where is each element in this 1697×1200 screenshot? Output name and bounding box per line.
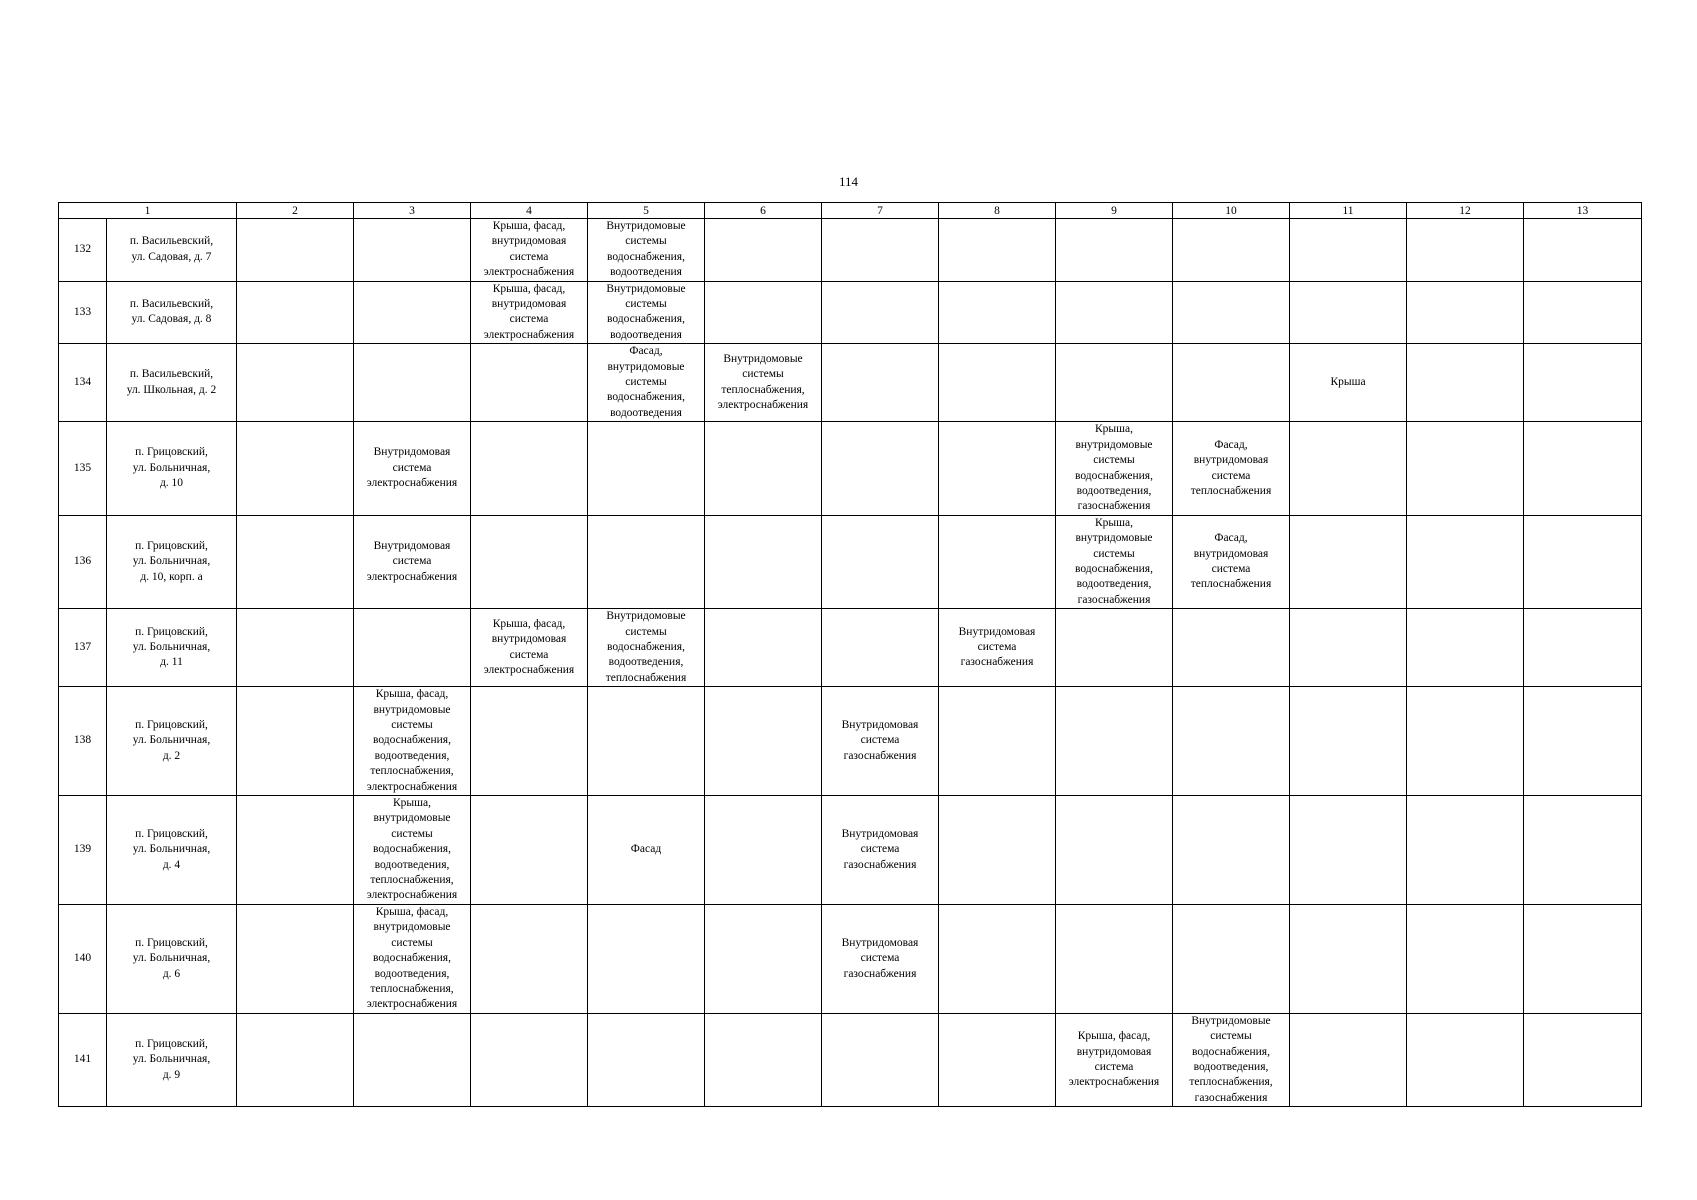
work-cell-col-7 xyxy=(822,344,939,422)
table-row xyxy=(59,219,1642,282)
work-cell-col-8 xyxy=(939,515,1056,608)
work-cell-col-4 xyxy=(471,344,588,422)
work-cell-col-3 xyxy=(354,796,471,905)
work-cell-col-7 xyxy=(822,904,939,1013)
work-cell-col-6 xyxy=(705,515,822,608)
work-type-text: Внутридомовая система газоснабжения xyxy=(841,827,919,871)
work-cell-col-9 xyxy=(1056,281,1173,344)
address-cell xyxy=(107,904,237,1013)
work-cell-col-12 xyxy=(1407,344,1524,422)
work-cell-col-2 xyxy=(237,1013,354,1106)
work-cell-col-2 xyxy=(237,344,354,422)
work-cell-col-8 xyxy=(939,344,1056,422)
work-cell-col-13 xyxy=(1524,1013,1642,1106)
column-header-1: 1 xyxy=(59,203,237,219)
work-cell-col-12 xyxy=(1407,796,1524,905)
work-cell-col-12 xyxy=(1407,219,1524,282)
work-cell-col-8 xyxy=(939,281,1056,344)
work-cell-col-2 xyxy=(237,219,354,282)
work-cell-col-11 xyxy=(1290,515,1407,608)
work-cell-col-6 xyxy=(705,281,822,344)
column-header-10: 10 xyxy=(1173,203,1290,219)
address-text: п. Грицовский, ул. Больничная, д. 2 xyxy=(132,719,211,762)
work-cell-col-5 xyxy=(588,422,705,515)
address-text: п. Грицовский, ул. Больничная, д. 4 xyxy=(132,827,211,871)
work-type-text: Фасад, внутридомовые системы водоснабжения, водоотведения xyxy=(607,345,685,419)
work-type-text: Крыша, фасад, внутридомовые системы водоснабжения, водоотведения, теплоснабжения, электроснабжения xyxy=(366,688,458,793)
work-cell-col-13 xyxy=(1524,422,1642,515)
work-cell-col-5 xyxy=(588,219,705,282)
column-header-8: 8 xyxy=(939,203,1056,219)
work-cell-col-11 xyxy=(1290,344,1407,422)
work-type-text: Фасад, внутридомовая система теплоснабжения xyxy=(1190,438,1272,497)
work-cell-col-5 xyxy=(588,796,705,905)
column-header-11: 11 xyxy=(1290,203,1407,219)
row-number: 140 xyxy=(59,904,107,1013)
work-type-text: Внутридомовые системы водоснабжения, водоотведения, теплоснабжения xyxy=(605,610,687,684)
work-type-text: Крыша xyxy=(1330,376,1366,389)
work-type-text: Внутридомовые системы водоснабжения, водоотведения xyxy=(606,282,686,341)
work-cell-col-2 xyxy=(237,515,354,608)
work-cell-col-3 xyxy=(354,422,471,515)
work-cell-col-8 xyxy=(939,609,1056,687)
row-number: 132 xyxy=(59,219,107,282)
work-cell-col-9 xyxy=(1056,904,1173,1013)
work-cell-col-4 xyxy=(471,687,588,796)
work-type-text: Крыша, фасад, внутридомовая система электроснабжения xyxy=(483,282,575,341)
work-cell-col-6 xyxy=(705,422,822,515)
work-cell-col-5 xyxy=(588,609,705,687)
work-cell-col-10 xyxy=(1173,515,1290,608)
row-number: 141 xyxy=(59,1013,107,1106)
table-row xyxy=(59,515,1642,608)
work-cell-col-8 xyxy=(939,796,1056,905)
capital-repair-schedule-table xyxy=(58,202,1642,1107)
table-row xyxy=(59,422,1642,515)
column-header-4: 4 xyxy=(471,203,588,219)
work-type-text: Фасад xyxy=(630,843,662,856)
work-cell-col-13 xyxy=(1524,904,1642,1013)
work-cell-col-2 xyxy=(237,281,354,344)
work-cell-col-6 xyxy=(705,1013,822,1106)
work-type-text: Крыша, внутридомовые системы водоснабжения, водоотведения, газоснабжения xyxy=(1075,516,1153,606)
work-cell-col-3 xyxy=(354,1013,471,1106)
address-text: п. Грицовский, ул. Больничная, д. 6 xyxy=(132,936,211,980)
work-cell-col-2 xyxy=(237,609,354,687)
work-cell-col-11 xyxy=(1290,1013,1407,1106)
work-cell-col-9 xyxy=(1056,422,1173,515)
work-cell-col-2 xyxy=(237,687,354,796)
work-cell-col-7 xyxy=(822,687,939,796)
work-cell-col-11 xyxy=(1290,219,1407,282)
work-cell-col-8 xyxy=(939,904,1056,1013)
work-cell-col-7 xyxy=(822,219,939,282)
address-cell xyxy=(107,796,237,905)
work-cell-col-6 xyxy=(705,609,822,687)
address-cell xyxy=(107,219,237,282)
work-cell-col-3 xyxy=(354,219,471,282)
work-cell-col-5 xyxy=(588,344,705,422)
work-cell-col-6 xyxy=(705,904,822,1013)
table-row xyxy=(59,904,1642,1013)
address-text: п. Васильевский, ул. Школьная, д. 2 xyxy=(126,368,217,396)
work-cell-col-10 xyxy=(1173,609,1290,687)
work-cell-col-4 xyxy=(471,515,588,608)
work-cell-col-9 xyxy=(1056,515,1173,608)
work-cell-col-7 xyxy=(822,515,939,608)
work-cell-col-9 xyxy=(1056,796,1173,905)
work-cell-col-4 xyxy=(471,904,588,1013)
work-cell-col-5 xyxy=(588,515,705,608)
work-cell-col-8 xyxy=(939,219,1056,282)
row-number: 139 xyxy=(59,796,107,905)
work-type-text: Крыша, фасад, внутридомовая система электроснабжения xyxy=(1068,1030,1160,1089)
work-cell-col-13 xyxy=(1524,796,1642,905)
work-cell-col-3 xyxy=(354,687,471,796)
column-header-13: 13 xyxy=(1524,203,1642,219)
work-type-text: Внутридомовая система электроснабжения xyxy=(366,446,458,490)
row-number: 135 xyxy=(59,422,107,515)
work-type-text: Крыша, фасад, внутридомовая система электроснабжения xyxy=(483,220,575,279)
row-number: 133 xyxy=(59,281,107,344)
address-cell xyxy=(107,344,237,422)
work-cell-col-8 xyxy=(939,687,1056,796)
column-header-7: 7 xyxy=(822,203,939,219)
work-type-text: Внутридомовая система электроснабжения xyxy=(366,539,458,583)
work-cell-col-8 xyxy=(939,422,1056,515)
work-cell-col-2 xyxy=(237,796,354,905)
work-cell-col-10 xyxy=(1173,422,1290,515)
address-text: п. Васильевский, ул. Садовая, д. 7 xyxy=(129,235,214,263)
work-cell-col-7 xyxy=(822,1013,939,1106)
work-cell-col-7 xyxy=(822,796,939,905)
work-cell-col-13 xyxy=(1524,515,1642,608)
table-row xyxy=(59,687,1642,796)
work-cell-col-9 xyxy=(1056,687,1173,796)
work-type-text: Внутридомовые системы водоснабжения, водоотведения xyxy=(606,220,686,279)
work-type-text: Крыша, внутридомовые системы водоснабжения, водоотведения, теплоснабжения, электроснабжения xyxy=(366,797,458,902)
work-cell-col-11 xyxy=(1290,281,1407,344)
work-cell-col-10 xyxy=(1173,1013,1290,1106)
work-cell-col-7 xyxy=(822,422,939,515)
table-row xyxy=(59,1013,1642,1106)
work-cell-col-6 xyxy=(705,219,822,282)
address-cell xyxy=(107,1013,237,1106)
work-cell-col-7 xyxy=(822,609,939,687)
work-cell-col-10 xyxy=(1173,687,1290,796)
address-cell xyxy=(107,422,237,515)
column-number-header-row xyxy=(59,203,1642,219)
work-cell-col-11 xyxy=(1290,904,1407,1013)
work-cell-col-4 xyxy=(471,609,588,687)
address-cell xyxy=(107,609,237,687)
work-cell-col-10 xyxy=(1173,904,1290,1013)
work-cell-col-2 xyxy=(237,904,354,1013)
address-cell xyxy=(107,281,237,344)
table-row xyxy=(59,609,1642,687)
work-cell-col-12 xyxy=(1407,281,1524,344)
work-cell-col-4 xyxy=(471,1013,588,1106)
row-number: 136 xyxy=(59,515,107,608)
work-cell-col-6 xyxy=(705,796,822,905)
work-cell-col-10 xyxy=(1173,344,1290,422)
table-body xyxy=(59,203,1642,1107)
column-header-2: 2 xyxy=(237,203,354,219)
address-text: п. Грицовский, ул. Больничная, д. 10 xyxy=(132,446,211,490)
work-cell-col-3 xyxy=(354,344,471,422)
table-row xyxy=(59,344,1642,422)
work-cell-col-9 xyxy=(1056,609,1173,687)
work-cell-col-10 xyxy=(1173,281,1290,344)
work-cell-col-6 xyxy=(705,687,822,796)
work-type-text: Крыша, фасад, внутридомовые системы водоснабжения, водоотведения, теплоснабжения, электроснабжения xyxy=(366,905,458,1011)
work-cell-col-13 xyxy=(1524,609,1642,687)
work-cell-col-4 xyxy=(471,796,588,905)
column-header-12: 12 xyxy=(1407,203,1524,219)
row-number: 138 xyxy=(59,687,107,796)
column-header-5: 5 xyxy=(588,203,705,219)
row-number: 137 xyxy=(59,609,107,687)
work-cell-col-12 xyxy=(1407,609,1524,687)
work-type-text: Крыша, фасад, внутридомовая система электроснабжения xyxy=(483,617,575,677)
work-cell-col-9 xyxy=(1056,1013,1173,1106)
work-cell-col-5 xyxy=(588,281,705,344)
work-cell-col-3 xyxy=(354,609,471,687)
work-cell-col-10 xyxy=(1173,796,1290,905)
column-header-6: 6 xyxy=(705,203,822,219)
work-cell-col-5 xyxy=(588,1013,705,1106)
column-header-3: 3 xyxy=(354,203,471,219)
work-cell-col-12 xyxy=(1407,687,1524,796)
work-cell-col-9 xyxy=(1056,219,1173,282)
work-cell-col-11 xyxy=(1290,796,1407,905)
work-cell-col-4 xyxy=(471,422,588,515)
column-header-9: 9 xyxy=(1056,203,1173,219)
work-type-text: Крыша, внутридомовые системы водоснабжения, водоотведения, газоснабжения xyxy=(1075,423,1153,513)
work-cell-col-12 xyxy=(1407,904,1524,1013)
work-cell-col-11 xyxy=(1290,422,1407,515)
work-cell-col-13 xyxy=(1524,219,1642,282)
work-cell-col-11 xyxy=(1290,687,1407,796)
address-cell xyxy=(107,687,237,796)
page-number: 114 xyxy=(838,174,859,189)
work-cell-col-3 xyxy=(354,515,471,608)
work-cell-col-6 xyxy=(705,344,822,422)
work-cell-col-13 xyxy=(1524,687,1642,796)
row-number: 134 xyxy=(59,344,107,422)
work-cell-col-9 xyxy=(1056,344,1173,422)
work-cell-col-2 xyxy=(237,422,354,515)
work-cell-col-12 xyxy=(1407,515,1524,608)
work-cell-col-4 xyxy=(471,219,588,282)
address-text: п. Грицовский, ул. Больничная, д. 9 xyxy=(132,1037,211,1081)
work-type-text: Фасад, внутридомовая система теплоснабжения xyxy=(1190,532,1272,591)
work-cell-col-5 xyxy=(588,687,705,796)
work-cell-col-7 xyxy=(822,281,939,344)
address-text: п. Васильевский, ул. Садовая, д. 8 xyxy=(129,298,214,326)
table-row xyxy=(59,796,1642,905)
address-cell xyxy=(107,515,237,608)
table-row xyxy=(59,281,1642,344)
work-cell-col-12 xyxy=(1407,422,1524,515)
work-type-text: Внутридомовые системы теплоснабжения, электроснабжения xyxy=(717,352,809,412)
work-type-text: Внутридомовые системы водоснабжения, водоотведения, теплоснабжения, газоснабжения xyxy=(1189,1014,1273,1104)
work-cell-col-13 xyxy=(1524,281,1642,344)
work-cell-col-12 xyxy=(1407,1013,1524,1106)
work-type-text: Внутридомовая система газоснабжения xyxy=(841,936,919,980)
work-type-text: Внутридомовая система газоснабжения xyxy=(841,719,919,762)
work-type-text: Внутридомовая система газоснабжения xyxy=(958,625,1036,669)
work-cell-col-3 xyxy=(354,904,471,1013)
work-cell-col-10 xyxy=(1173,219,1290,282)
work-cell-col-4 xyxy=(471,281,588,344)
work-cell-col-8 xyxy=(939,1013,1056,1106)
work-cell-col-3 xyxy=(354,281,471,344)
work-cell-col-5 xyxy=(588,904,705,1013)
address-text: п. Грицовский, ул. Больничная, д. 11 xyxy=(132,625,211,669)
work-cell-col-11 xyxy=(1290,609,1407,687)
address-text: п. Грицовский, ул. Больничная, д. 10, корп. а xyxy=(132,539,211,583)
work-cell-col-13 xyxy=(1524,344,1642,422)
